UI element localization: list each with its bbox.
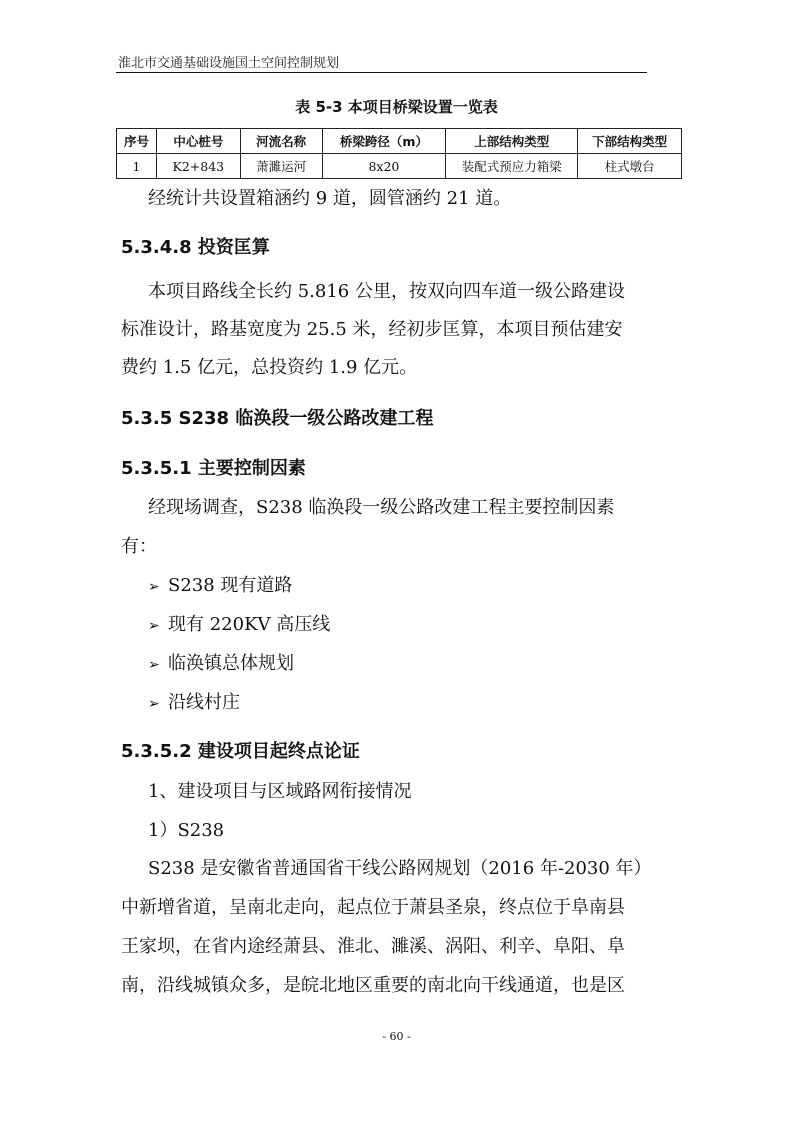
- paragraph-control-factors-line2: 有：: [121, 536, 157, 557]
- col-header-superstructure: 上部结构类型: [446, 129, 578, 154]
- section-heading-535: 5.3.5 S238 临涣段一级公路改建工程: [121, 408, 434, 429]
- paragraph-s238-line2: 中新增省道，呈南北走向，起点位于萧县圣泉，终点位于阜南县: [121, 897, 625, 918]
- table-cell: 1: [117, 154, 157, 179]
- paragraph-investment-line1: 本项目路线全长约 5.816 公里，按双向四车道一级公路建设: [148, 281, 625, 302]
- table-cell: 柱式墩台: [578, 154, 682, 179]
- header-rule: [116, 72, 647, 73]
- col-header-substructure: 下部结构类型: [578, 129, 682, 154]
- table-cell: 萧濉运河: [240, 154, 322, 179]
- paragraph-investment-line2: 标准设计，路基宽度为 25.5 米，经初步匡算，本项目预估建安: [121, 319, 623, 340]
- list-item: ➢ 现有 220KV 高压线: [148, 614, 331, 635]
- paragraph-s238-line1: S238 是安徽省普通国省干线公路网规划（2016 年-2030 年）: [148, 858, 652, 879]
- list-item: ➢ 临涣镇总体规划: [148, 653, 294, 674]
- arrow-bullet-icon: ➢: [148, 696, 160, 712]
- list-item: ➢ S238 现有道路: [148, 575, 293, 596]
- table-cell: 8x20: [322, 154, 446, 179]
- section-heading-5351: 5.3.5.1 主要控制因素: [121, 458, 306, 479]
- col-header-station: 中心桩号: [156, 129, 240, 154]
- table-cell: 装配式预应力箱梁: [446, 154, 578, 179]
- list-item: ➢ 沿线村庄: [148, 692, 240, 713]
- paragraph-network-connection: 1、建设项目与区域路网衔接情况: [148, 781, 412, 802]
- col-header-river: 河流名称: [240, 129, 322, 154]
- table-row: [117, 154, 682, 179]
- paragraph-s238-line4: 南，沿线城镇众多，是皖北地区重要的南北向干线通道，也是区: [121, 975, 625, 996]
- col-header-span: 桥梁跨径（m）: [322, 129, 446, 154]
- running-header: 淮北市交通基础设施国土空间控制规划: [118, 56, 340, 71]
- page-number: - 60 -: [382, 1030, 411, 1043]
- table-cell: K2+843: [156, 154, 240, 179]
- arrow-bullet-icon: ➢: [148, 579, 160, 595]
- arrow-bullet-icon: ➢: [148, 618, 160, 634]
- col-header-index: 序号: [117, 129, 157, 154]
- paragraph-control-factors-line1: 经现场调查，S238 临涣段一级公路改建工程主要控制因素: [148, 497, 615, 518]
- bridge-table: [116, 128, 682, 179]
- table-caption: 表 5-3 本项目桥梁设置一览表: [295, 98, 498, 116]
- paragraph-investment-line3: 费约 1.5 亿元，总投资约 1.9 亿元。: [121, 357, 418, 378]
- paragraph-s238-label: 1）S238: [148, 820, 225, 841]
- arrow-bullet-icon: ➢: [148, 657, 160, 673]
- section-heading-5352: 5.3.5.2 建设项目起终点论证: [121, 741, 360, 762]
- section-heading-5348: 5.3.4.8 投资匡算: [121, 237, 270, 258]
- paragraph-s238-line3: 王家坝，在省内途经萧县、淮北、濉溪、涡阳、利辛、阜阳、阜: [121, 936, 625, 957]
- table-header-row: [117, 129, 682, 154]
- paragraph-culverts: 经统计共设置箱涵约 9 道，圆管涵约 21 道。: [148, 188, 512, 209]
